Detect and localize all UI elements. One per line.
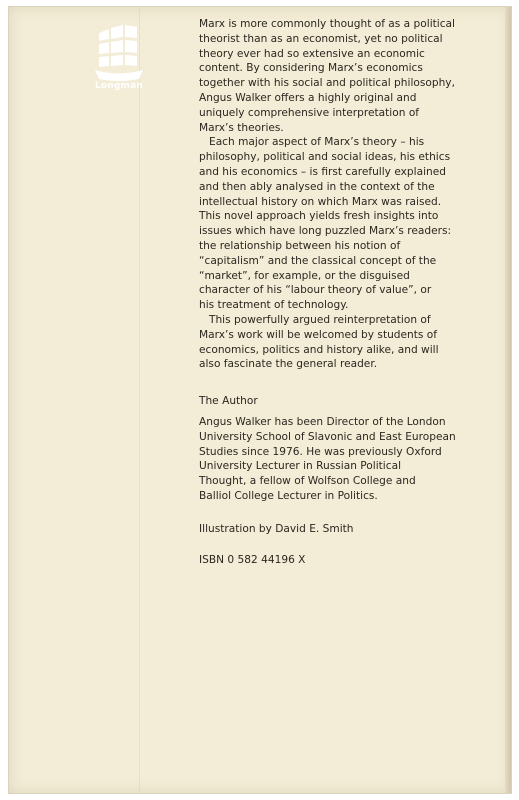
text-line: economics, politics and history alike, and will xyxy=(199,343,439,356)
text-line: Marx’s work will be welcomed by students of xyxy=(199,328,438,341)
text-line: theory ever had so extensive an economic xyxy=(199,47,425,60)
text-line: the relationship between his notion of xyxy=(199,239,401,252)
text-line: philosophy, political and social ideas, his ethics xyxy=(199,151,451,164)
text-line: and his economics – is first carefully explained xyxy=(199,165,446,178)
publisher-logo xyxy=(93,23,145,97)
text-line: “market”, for example, or the disguised xyxy=(199,269,410,282)
text-line: uniquely comprehensive interpretation of xyxy=(199,106,420,119)
text-line: Marx is more commonly thought of as a political xyxy=(199,18,455,30)
publisher-name: Longman xyxy=(94,81,144,91)
cover-crease xyxy=(139,7,140,793)
text-line: Marx’s theories. xyxy=(199,121,284,134)
spine-edge xyxy=(505,7,511,793)
blurb-text xyxy=(199,17,499,567)
text-line: Angus Walker offers a highly original and xyxy=(199,91,417,104)
book-back-cover xyxy=(8,6,512,794)
text-line: also fascinate the general reader. xyxy=(199,358,378,371)
text-line: This novel approach yields fresh insights into xyxy=(199,210,439,223)
text-line: Thought, a fellow of Wolfson College and xyxy=(199,475,416,488)
text-line: together with his social and political philosophy, xyxy=(199,77,455,90)
text-line: Angus Walker has been Director of the London xyxy=(199,415,446,428)
illustration-credit: Illustration by David E. Smith xyxy=(199,522,354,535)
blurb-paragraph-1 xyxy=(199,17,499,135)
text-line: and then ably analysed in the context of the xyxy=(199,180,435,193)
text-line: This powerfully argued reinterpretation of xyxy=(209,313,431,326)
text-line: “capitalism” and the classical concept of the xyxy=(199,254,437,267)
blurb-paragraph-3 xyxy=(199,313,499,372)
text-line: Studies since 1976. He was previously Oxford xyxy=(199,445,442,458)
text-line: issues which have long puzzled Marx’s readers: xyxy=(199,225,452,238)
text-line: intellectual history on which Marx was raised. xyxy=(199,195,442,208)
text-line: University School of Slavonic and East European xyxy=(199,430,456,443)
text-line: Each major aspect of Marx’s theory – his xyxy=(209,136,425,149)
text-line: his treatment of technology. xyxy=(199,299,349,312)
author-bio xyxy=(199,415,499,504)
blurb-paragraph-2 xyxy=(199,135,499,313)
text-line: content. By considering Marx’s economics xyxy=(199,62,423,75)
text-line: character of his “labour theory of value”, or xyxy=(199,284,432,297)
text-line: University Lecturer in Russian Political xyxy=(199,460,402,473)
isbn-number: ISBN 0 582 44196 X xyxy=(199,553,306,566)
text-line: Balliol College Lecturer in Politics. xyxy=(199,489,378,502)
text-line: theorist than as an economist, yet no political xyxy=(199,32,443,45)
author-section-title: The Author xyxy=(199,395,258,408)
